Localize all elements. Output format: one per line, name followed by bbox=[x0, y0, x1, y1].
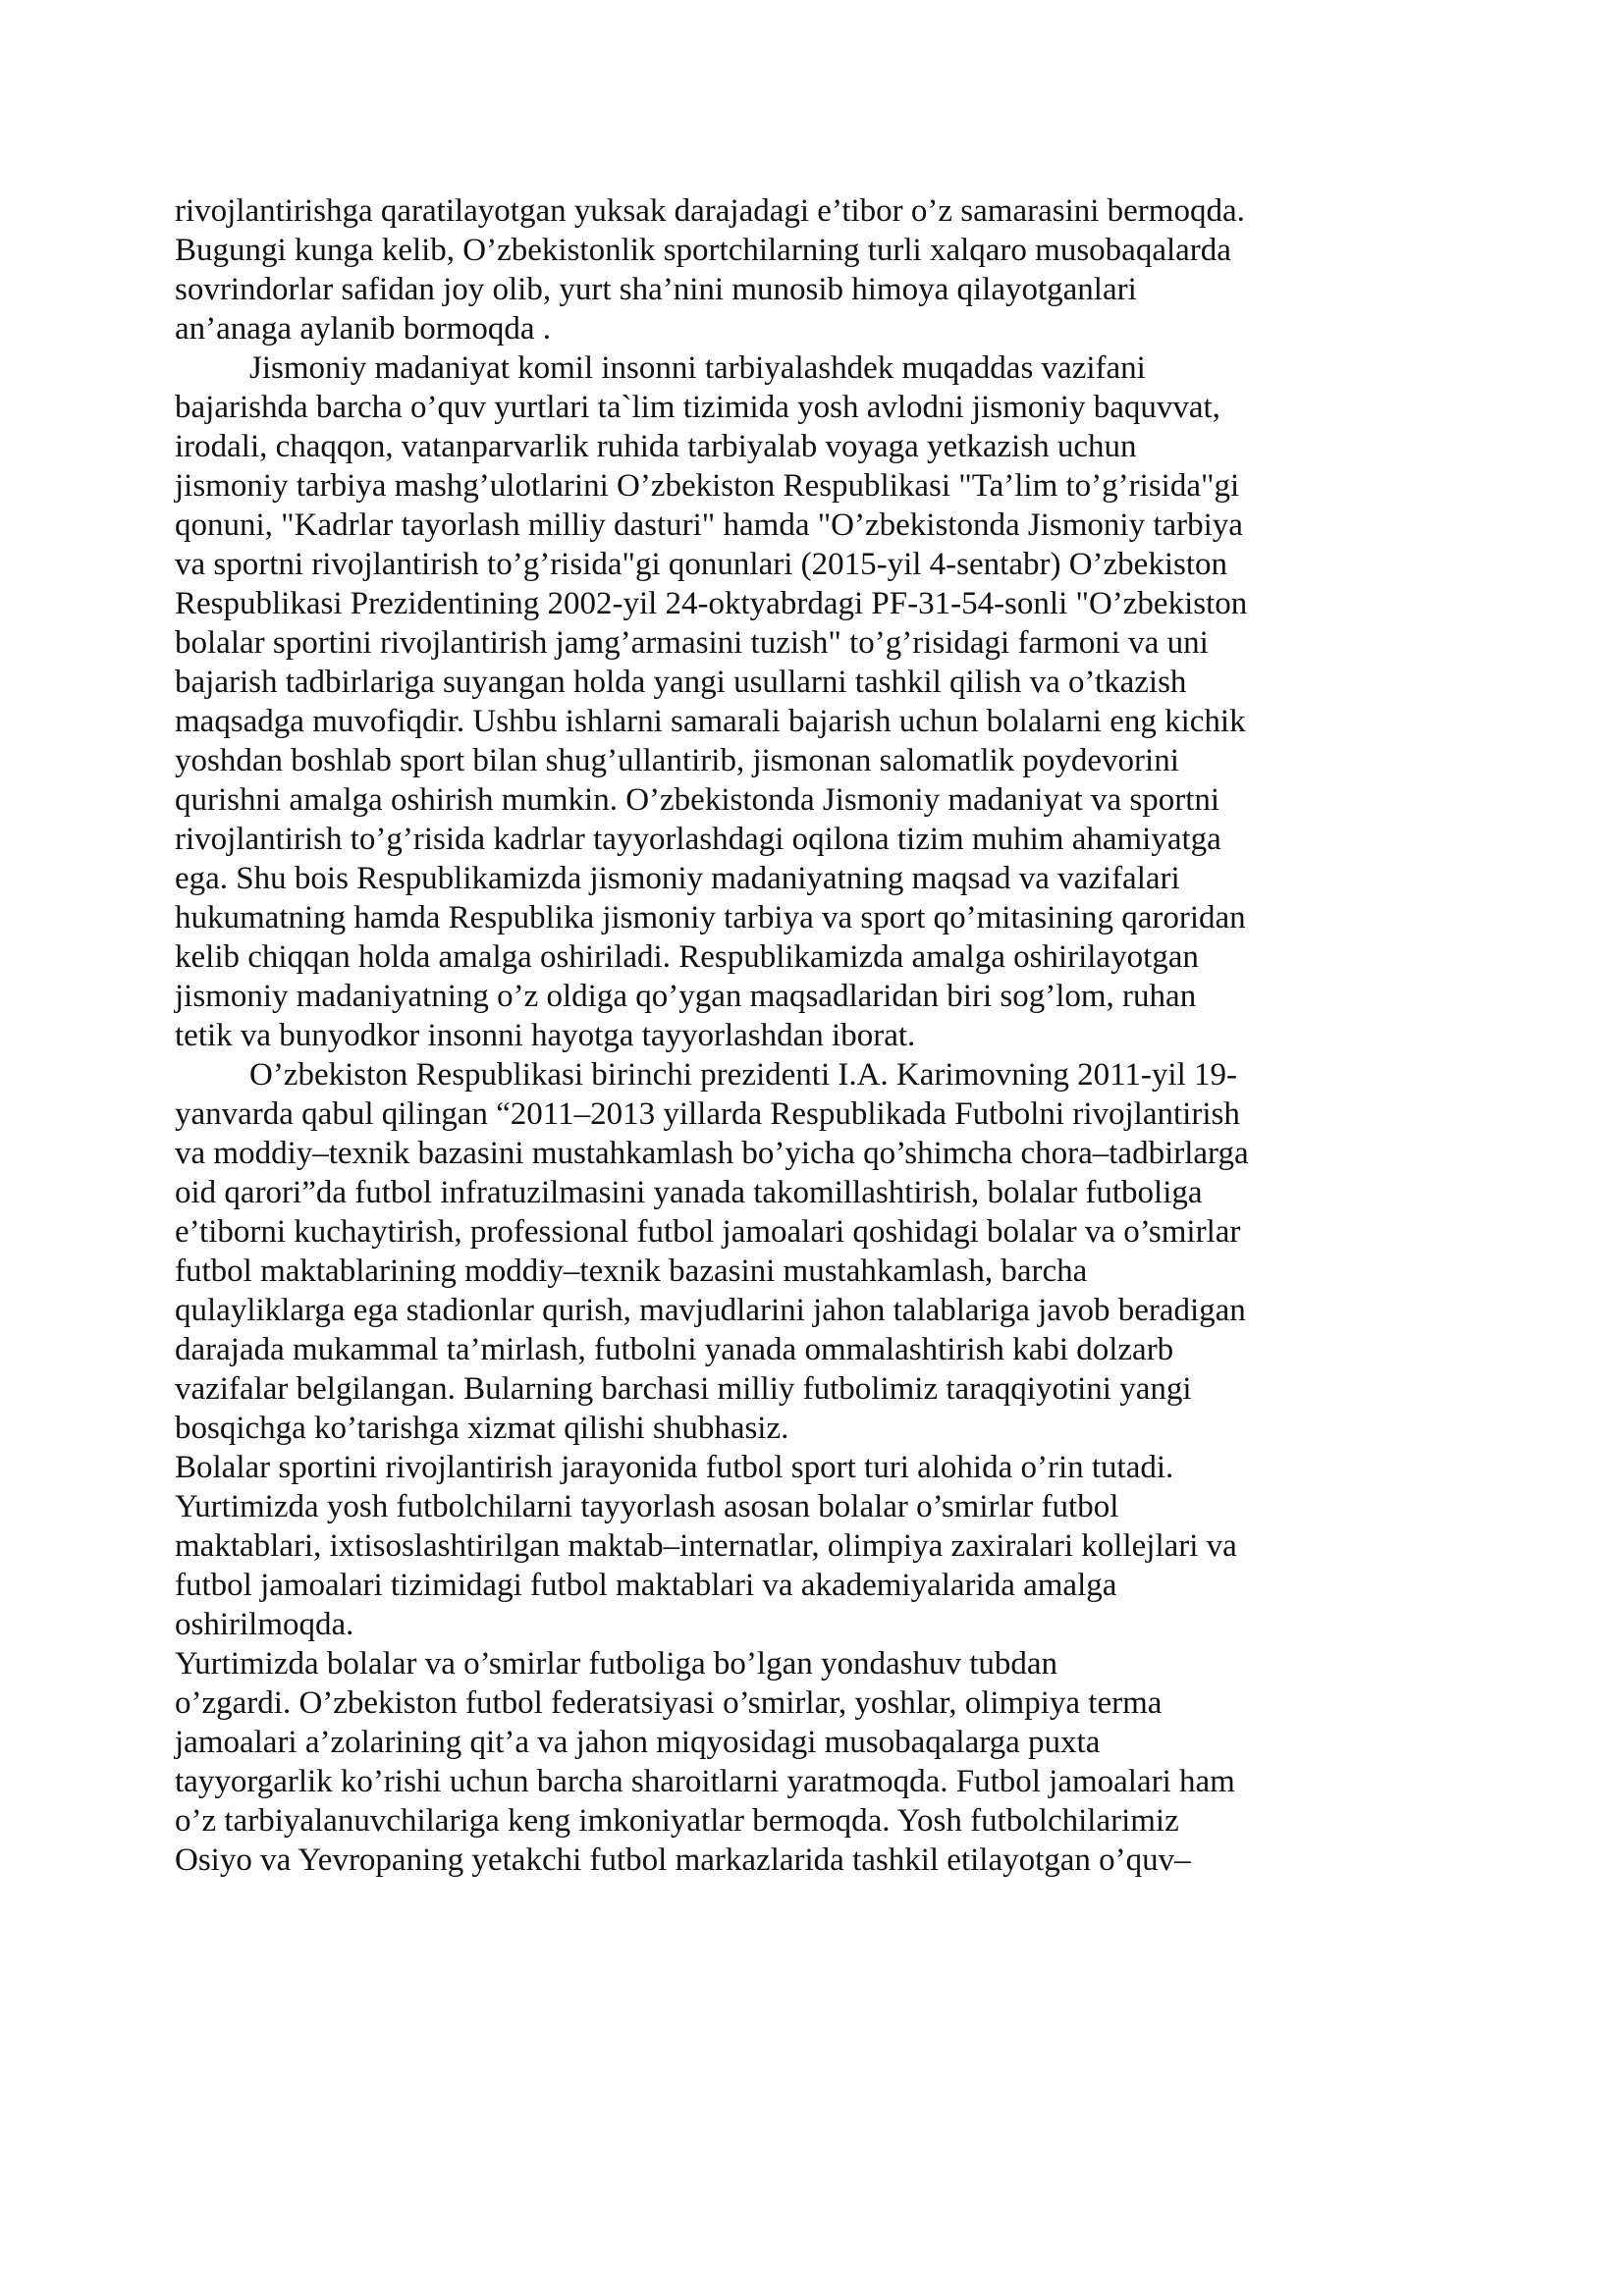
text-line: yoshdan boshlab sport bilan shug’ullantirib, jismonan salomatlik poydevorini bbox=[175, 743, 1179, 778]
text-line: va moddiy–texnik bazasini mustahkamlash bo’yicha qo’shimcha chora–tadbirlarga bbox=[175, 1136, 1249, 1171]
text-line: o’z tarbiyalanuvchilariga keng imkoniyatlar bermoqda. Yosh futbolchilarimiz bbox=[175, 1803, 1179, 1839]
text-line: darajada mukammal ta’mirlash, futbolni yanada ommalashtirish kabi dolzarb bbox=[175, 1332, 1174, 1367]
paragraph bbox=[175, 191, 1451, 348]
text-line: qulayliklarga ega stadionlar qurish, mavjudlarini jahon talablariga javob beradigan bbox=[175, 1293, 1246, 1328]
text-line: bosqichga ko’tarishga xizmat qilishi shubhasiz. bbox=[175, 1411, 789, 1446]
text-line: kelib chiqqan holda amalga oshiriladi. Respublikamizda amalga oshirilayotgan bbox=[175, 939, 1199, 975]
text-line: o’zgardi. O’zbekiston futbol federatsiyasi o’smirlar, yoshlar, olimpiya terma bbox=[175, 1685, 1163, 1721]
paragraph bbox=[175, 1055, 1451, 1448]
text-line: maqsadga muvofiqdir. Ushbu ishlarni samarali bajarish uchun bolalarni eng kichik bbox=[175, 704, 1246, 739]
text-line: futbol jamoalari tizimidagi futbol maktablari va akademiyalarida amalga bbox=[175, 1568, 1117, 1603]
text-line: ega. Shu bois Respublikamizda jismoniy madaniyatning maqsad va vazifalari bbox=[175, 861, 1180, 896]
text-line: Jismoniy madaniyat komil insonni tarbiyalashdek muqaddas vazifani bbox=[249, 350, 1146, 386]
text-line: tayyorgarlik ko’rishi uchun barcha sharoitlarni yaratmoqda. Futbol jamoalari ham bbox=[175, 1764, 1235, 1799]
text-line: jamoalari a’zolarining qit’a va jahon miqyosidagi musobaqalarga puxta bbox=[175, 1725, 1101, 1760]
text-line: oid qarori”da futbol infratuzilmasini yanada takomillashtirish, bolalar futboliga bbox=[175, 1175, 1203, 1210]
text-line: rivojlantirish to’g’risida kadrlar tayyorlashdagi oqilona tizim muhim ahamiyatga bbox=[175, 822, 1221, 857]
text-line: hukumatning hamda Respublika jismoniy tarbiya va sport qo’mitasining qaroridan bbox=[175, 900, 1246, 935]
text-line: irodali, chaqqon, vatanparvarlik ruhida tarbiyalab voyaga yetkazish uchun bbox=[175, 429, 1137, 464]
text-line: e’tiborni kuchaytirish, professional futbol jamoalari qoshidagi bolalar va o’smirlar bbox=[175, 1214, 1241, 1250]
text-line: Respublikasi Prezidentining 2002-yil 24-oktyabrdagi PF-31-54-sonli "O’zbekiston bbox=[175, 586, 1248, 621]
text-line: O’zbekiston Respublikasi birinchi prezidenti I.A. Karimovning 2011-yil 19- bbox=[249, 1057, 1238, 1093]
text-line: bajarishda barcha o’quv yurtlari ta`lim tizimida yosh avlodni jismoniy baquvvat, bbox=[175, 390, 1220, 425]
text-line: va sportni rivojlantirish to’g’risida"gi qonunlari (2015-yil 4-sentabr) O’zbekiston bbox=[175, 547, 1228, 582]
text-line: Yurtimizda yosh futbolchilarni tayyorlash asosan bolalar o’smirlar futbol bbox=[175, 1489, 1119, 1524]
text-line: an’anaga aylanib bormoqda . bbox=[175, 311, 552, 347]
text-line: tetik va bunyodkor insonni hayotga tayyorlashdan iborat. bbox=[175, 1018, 916, 1053]
text-line: Osiyo va Yevropaning yetakchi futbol markazlarida tashkil etilayotgan o’quv– bbox=[175, 1842, 1191, 1878]
text-line: maktablari, ixtisoslashtirilgan maktab–internatlar, olimpiya zaxiralari kollejlari va bbox=[175, 1528, 1237, 1564]
text-line: Yurtimizda bolalar va o’smirlar futboliga bo’lgan yondashuv tubdan bbox=[175, 1646, 1058, 1682]
text-line: bajarish tadbirlariga suyangan holda yangi usullarni tashkil qilish va o’tkazish bbox=[175, 665, 1187, 700]
text-line: oshirilmoqda. bbox=[175, 1607, 354, 1642]
text-line: jismoniy tarbiya mashg’ulotlarini O’zbekiston Respublikasi "Ta’lim to’g’risida"gi bbox=[175, 468, 1240, 504]
text-line: qurishni amalga oshirish mumkin. O’zbekistonda Jismoniy madaniyat va sportni bbox=[175, 782, 1220, 818]
text-line: rivojlantirishga qaratilayotgan yuksak darajadagi e’tibor o’z samarasini bermoqda. bbox=[175, 193, 1245, 229]
paragraph bbox=[175, 348, 1451, 1055]
paragraph bbox=[175, 1644, 1451, 1880]
document-page bbox=[175, 191, 1451, 1880]
text-line: yanvarda qabul qilingan “2011–2013 yillarda Respublikada Futbolni rivojlantirish bbox=[175, 1096, 1240, 1132]
text-line: bolalar sportini rivojlantirish jamg’armasini tuzish" to’g’risidagi farmoni va uni bbox=[175, 625, 1209, 661]
text-line: futbol maktablarining moddiy–texnik bazasini mustahkamlash, barcha bbox=[175, 1254, 1088, 1289]
text-line: sovrindorlar safidan joy olib, yurt sha’nini munosib himoya qilayotganlari bbox=[175, 272, 1137, 307]
text-line: jismoniy madaniyatning o’z oldiga qo’ygan maqsadlaridan biri sog’lom, ruhan bbox=[175, 979, 1197, 1014]
text-line: Bugungi kunga kelib, O’zbekistonlik sportchilarning turli xalqaro musobaqalarda bbox=[175, 233, 1231, 268]
text-line: qonuni, "Kadrlar tayorlash milliy dasturi" hamda "O’zbekistonda Jismoniy tarbiya bbox=[175, 507, 1243, 543]
text-line: vazifalar belgilangan. Bularning barchasi milliy futbolimiz taraqqiyotini yangi bbox=[175, 1371, 1192, 1407]
text-line: Bolalar sportini rivojlantirish jarayonida futbol sport turi alohida o’rin tutadi. bbox=[175, 1450, 1174, 1485]
paragraph bbox=[175, 1448, 1451, 1644]
